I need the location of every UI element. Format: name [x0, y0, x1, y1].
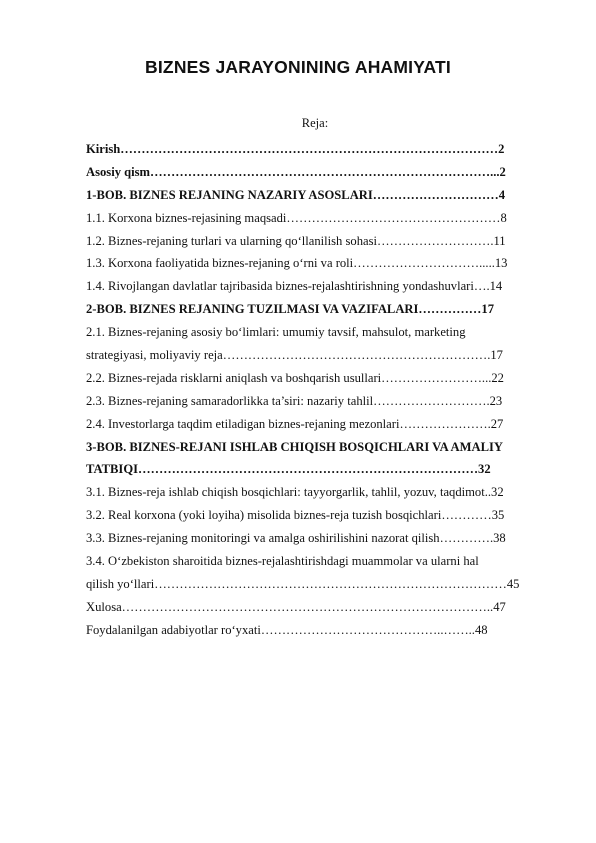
toc-entry-line: 1.1. Korxona biznes-rejasining maqsadi……………………………………………8 — [86, 210, 507, 225]
toc-entry-line: Foydalanilgan adabiyotlar ro‘yxati……………………………………..……..48 — [86, 622, 488, 637]
toc-entry-line: 2.2. Biznes-rejada risklarni aniqlash va boshqarish usullari……………………...22 — [86, 370, 504, 385]
table-of-contents — [86, 138, 556, 642]
toc-entry-line: 1.2. Biznes-rejaning turlari va ularning qo‘llanilish sohasi……………………….11 — [86, 233, 506, 248]
toc-heading-line: 3-BOB. BIZNES-REJANI ISHLAB CHIQISH BOSQICHLARI VA AMALIY — [86, 439, 503, 454]
toc-entry-line: qilish yo‘llari…………………………………………………………………………45 — [86, 576, 520, 591]
toc-entry-line: 1.4. Rivojlangan davlatlar tajribasida biznes-rejalashtirishning yondashuvlari….14 — [86, 279, 503, 294]
toc-heading-line: 2-BOB. BIZNES REJANING TUZILMASI VA VAZIFALARI……………17 — [86, 302, 494, 317]
toc-entry-line: 3.1. Biznes-reja ishlab chiqish bosqichlari: tayyorgarlik, tahlil, yozuv, taqdimot..32 — [86, 485, 504, 500]
toc-entry-line: strategiyasi, moliyaviy reja……………………………………………………….17 — [86, 348, 503, 363]
toc-heading-line: Kirish………………………………………………………………………………2 — [86, 142, 505, 156]
toc-entry-line: 3.4. O‘zbekiston sharoitida biznes-rejalashtirishdagi muammolar va ularni hal — [86, 554, 479, 569]
toc-entry-line: 2.3. Biznes-rejaning samaradorlikka ta’siri: nazariy tahlil……………………….23 — [86, 393, 503, 408]
page-title: BIZNES JARAYONINING AHAMIYATI — [145, 57, 451, 77]
plan-heading: Reja: — [301, 116, 329, 130]
toc-entry-line: 2.1. Biznes-rejaning asosiy bo‘limlari: umumiy tavsif, mahsulot, marketing — [86, 325, 466, 340]
toc-heading-line: TATBIQI………………………………………………………………………32 — [86, 462, 491, 477]
toc-entry-line: 3.2. Real korxona (yoki loyiha) misolida biznes-reja tuzish bosqichlari…………35 — [86, 508, 505, 523]
toc-entry-line: 1.3. Korxona faoliyatida biznes-rejaning o‘rni va roli………………………….....13 — [86, 256, 508, 271]
toc-heading-line: Asosiy qism………………………………………………………………………...2 — [86, 164, 506, 179]
toc-entry-line: Xulosa……………………………………………………………………………..47 — [86, 599, 506, 614]
toc-entry-line: 2.4. Investorlarga taqdim etiladigan biznes-rejaning mezonlari………………….27 — [86, 416, 504, 431]
toc-entry-line: 3.3. Biznes-rejaning monitoringi va amalga oshirilishini nazorat qilish………….38 — [86, 531, 506, 546]
toc-heading-line: 1-BOB. BIZNES REJANING NAZARIY ASOSLARI…………………………4 — [86, 187, 506, 202]
